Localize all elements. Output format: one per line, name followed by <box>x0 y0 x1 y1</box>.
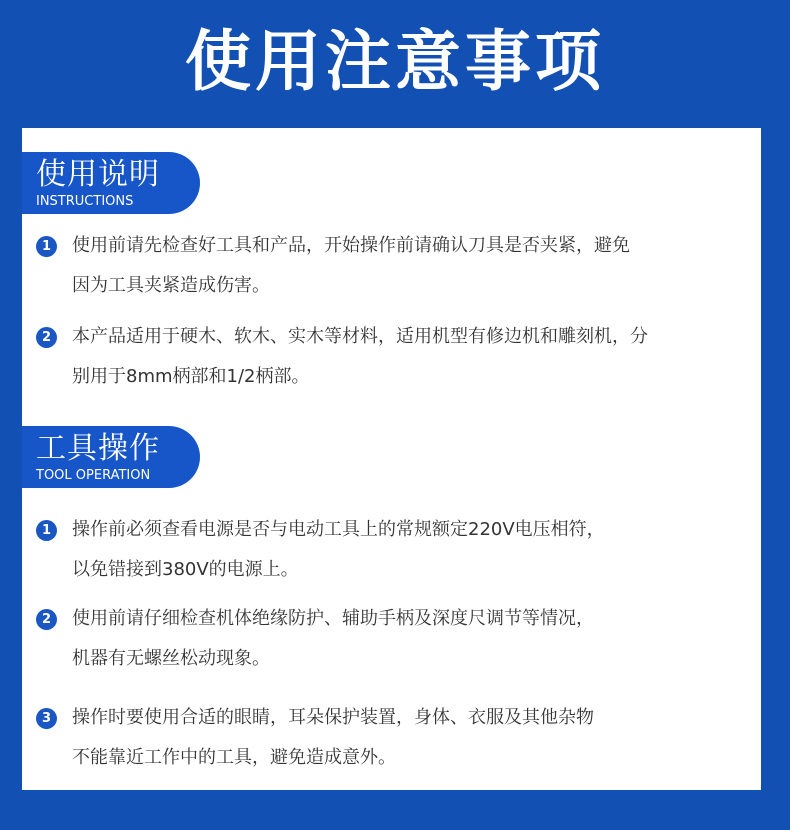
page-title: 使用注意事项 <box>185 23 605 100</box>
number-badge: 2 <box>36 327 57 348</box>
item-text-line: 操作前必须查看电源是否与电动工具上的常规额定220V电压相符， <box>72 519 605 540</box>
item-text-line: 操作时要使用合适的眼睛，耳朵保护装置，身体、衣服及其他杂物 <box>72 707 594 728</box>
item-text-line: 以免错接到380V的电源上。 <box>72 559 299 580</box>
item-text-line: 不能靠近工作中的工具，避免造成意外。 <box>72 747 396 768</box>
number-badge: 1 <box>36 520 57 541</box>
number-badge: 2 <box>36 609 57 630</box>
item-text-line: 使用前请仔细检查机体绝缘防护、辅助手柄及深度尺调节等情况， <box>72 608 594 629</box>
section-subtitle: INSTRUCTIONS <box>36 194 134 209</box>
item-text-line: 机器有无螺丝松动现象。 <box>72 648 270 669</box>
number-badge: 1 <box>36 236 57 257</box>
number-badge: 3 <box>36 708 57 729</box>
item-text-line: 使用前请先检查好工具和产品，开始操作前请确认刀具是否夹紧，避免 <box>72 235 630 256</box>
item-text-line: 本产品适用于硬木、软木、实木等材料，适用机型有修边机和雕刻机，分 <box>72 326 648 347</box>
section-header-tool-operation <box>22 426 200 488</box>
item-text-line: 别用于8mm柄部和1/2柄部。 <box>72 366 310 387</box>
section-header-instructions <box>22 152 200 214</box>
content-panel <box>22 128 761 790</box>
section-title: 使用说明 <box>36 157 160 192</box>
section-subtitle: TOOL OPERATION <box>36 468 151 483</box>
section-title: 工具操作 <box>36 431 160 466</box>
item-text-line: 因为工具夹紧造成伤害。 <box>72 275 270 296</box>
